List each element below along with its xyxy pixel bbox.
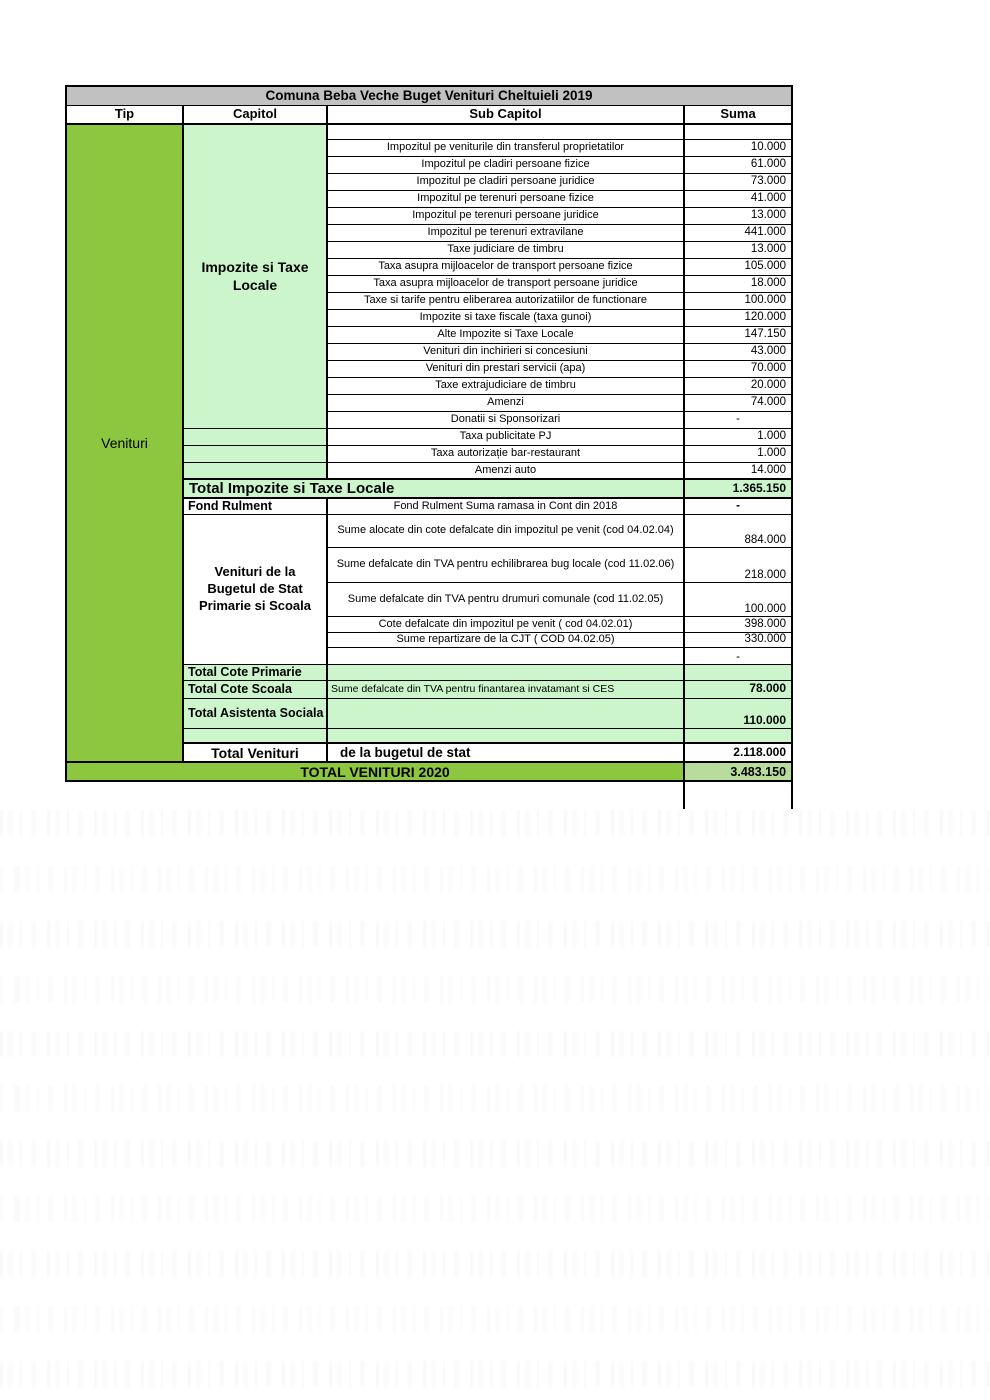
row-value: 73.000 [684,173,792,190]
scan-artifact-band [0,976,990,1002]
scan-artifact-band [0,1306,990,1332]
grand-total-value: 3.483.150 [684,762,792,781]
row-label: Venituri din prestari servicii (apa) [327,360,684,377]
row-label [327,647,684,664]
capitol-empty-cell [183,428,327,445]
row-value: 78.000 [684,680,792,698]
tip-cell-venituri: Venituri [66,124,183,762]
row-value: - [684,647,792,664]
capitol-buget-stat: Venituri de la Bugetul de Stat Primarie si Scoala [183,514,327,664]
row-value: 218.000 [684,547,792,582]
row-value: 14.000 [684,462,792,479]
row-label: Donatii si Sponsorizari [327,411,684,428]
row-label: Sume alocate din cote defalcate din impozitul pe venit (cod 04.02.04) [327,514,684,547]
row-value: 110.000 [684,698,792,728]
row-value: 1.000 [684,428,792,445]
row-value: 1.000 [684,445,792,462]
row-label: Impozitul pe veniturile din transferul proprietatilor [327,139,684,156]
total-impozite-value: 1.365.150 [684,479,792,498]
row-value: 330.000 [684,632,792,647]
row-value: 13.000 [684,207,792,224]
row-label [327,698,684,728]
row-value: - [684,411,792,428]
row-label: Taxa publicitate PJ [327,428,684,445]
scan-artifact-band [0,1141,990,1167]
total-venituri-label: Total Venituri [183,743,327,762]
row-value-empty [684,728,792,743]
row-label: Sume repartizare de la CJT ( COD 04.02.05) [327,632,684,647]
scan-artifact-band [0,921,990,947]
row-label: Taxa autorizație bar-restaurant [327,445,684,462]
capitol-empty-cell [183,728,327,743]
col-header-sub-capitol: Sub Capitol [327,105,684,124]
row-label: Sume defalcate din TVA pentru drumuri comunale (cod 11.02.05) [327,582,684,616]
row-label: Impozitul pe terenuri persoane fizice [327,190,684,207]
row-value: - [684,498,792,514]
total-venituri-sublabel: de la bugetul de stat [327,743,684,762]
total-asistenta-sociala-label: Total Asistenta Sociala [183,698,327,728]
row-label: Fond Rulment Suma ramasa in Cont din 2018 [327,498,684,514]
col-header-capitol: Capitol [183,105,327,124]
row-value: 43.000 [684,343,792,360]
capitol-fond-rulment: Fond Rulment [183,498,327,514]
total-impozite-label: Total Impozite si Taxe Locale [183,479,684,498]
row-value: 120.000 [684,309,792,326]
row-label-empty [327,728,684,743]
row-value: 100.000 [684,292,792,309]
row-value: 41.000 [684,190,792,207]
row-label: Sume defalcate din TVA pentru finantarea invatamant si CES [327,680,684,698]
row-value: 441.000 [684,224,792,241]
row-label: Amenzi auto [327,462,684,479]
row-value: 100.000 [684,582,792,616]
row-label: Taxe extrajudiciare de timbru [327,377,684,394]
row-label: Alte Impozite si Taxe Locale [327,326,684,343]
row-value: 105.000 [684,258,792,275]
row-label: Amenzi [327,394,684,411]
scan-artifact-band [0,1031,990,1057]
row-value: 18.000 [684,275,792,292]
scan-artifact-band [0,1086,990,1112]
row-label: Taxe si tarife pentru eliberarea autorizatiilor de functionare [327,292,684,309]
row-label: Taxa asupra mijloacelor de transport persoane juridice [327,275,684,292]
total-cote-scoala-label: Total Cote Scoala [183,680,327,698]
row-label: Impozite si taxe fiscale (taxa gunoi) [327,309,684,326]
col-header-tip: Tip [66,105,183,124]
row-label: Impozitul pe terenuri persoane juridice [327,207,684,224]
capitol-empty-cell [183,445,327,462]
row-label: Impozitul pe cladiri persoane juridice [327,173,684,190]
scan-artifact-band [0,810,990,836]
spacer-cell [66,781,684,809]
subcapitol-empty-cell [327,124,684,139]
row-label: Impozitul pe cladiri persoane fizice [327,156,684,173]
row-label [327,664,684,680]
row-label: Taxe judiciare de timbru [327,241,684,258]
row-value: 70.000 [684,360,792,377]
scan-artifact-band [0,1361,990,1387]
row-label: Venituri din inchirieri si concesiuni [327,343,684,360]
document-title: Comuna Beba Veche Buget Venituri Cheltuieli 2019 [66,86,792,105]
total-cote-primarie-label: Total Cote Primarie [183,664,327,680]
row-value: 20.000 [684,377,792,394]
grand-total-label: TOTAL VENITURI 2020 [66,762,684,781]
row-value [684,664,792,680]
row-value: 13.000 [684,241,792,258]
row-value: 74.000 [684,394,792,411]
row-label: Taxa asupra mijloacelor de transport persoane fizice [327,258,684,275]
scan-artifact-band [0,1196,990,1222]
row-value: 147.150 [684,326,792,343]
scan-artifact-band [0,1251,990,1277]
suma-empty-cell [684,124,792,139]
capitol-impozite-taxe-locale: Impozite si Taxe Locale [183,124,327,428]
row-value: 10.000 [684,139,792,156]
row-value: 61.000 [684,156,792,173]
capitol-empty-cell [183,462,327,479]
total-venituri-value: 2.118.000 [684,743,792,762]
row-label: Impozitul pe terenuri extravilane [327,224,684,241]
row-value: 884.000 [684,514,792,547]
col-header-suma: Suma [684,105,792,124]
budget-table [65,85,793,809]
row-label: Cote defalcate din impozitul pe venit ( cod 04.02.01) [327,616,684,632]
scan-artifact-band [0,866,990,892]
row-value: 398.000 [684,616,792,632]
suma-stub-cell [684,781,792,809]
row-label: Sume defalcate din TVA pentru echilibrarea bug locale (cod 11.02.06) [327,547,684,582]
